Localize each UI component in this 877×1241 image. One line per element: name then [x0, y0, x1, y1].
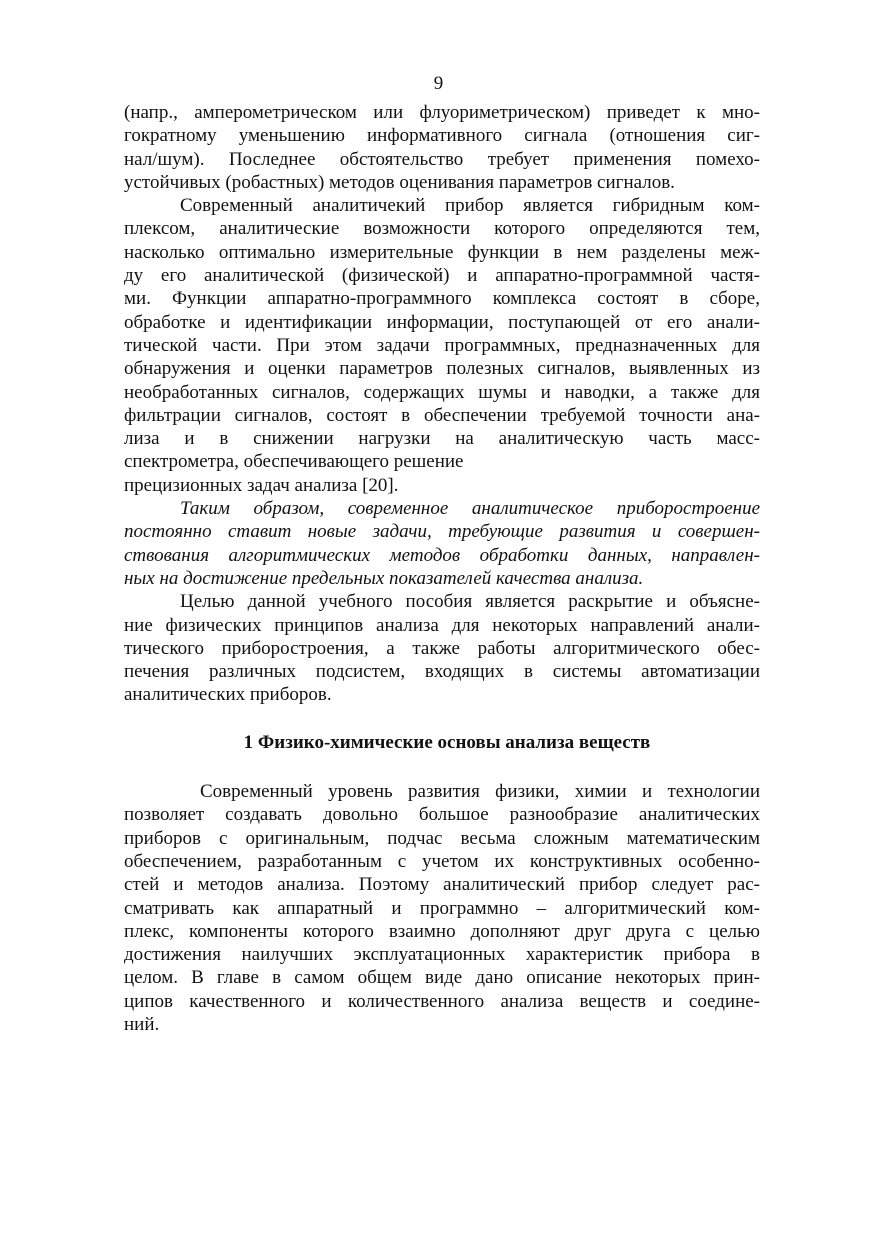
- text-line: спектрометра, обеспечивающего решение: [124, 451, 464, 473]
- paragraph-intro-continuation: [124, 101, 760, 194]
- paragraph-goal: [124, 590, 760, 706]
- text-line: Таким образом, современное аналитическое приборостроение: [180, 498, 760, 520]
- text-line: необработанных сигналов, содержащих шумы и наводки, а также для: [124, 381, 760, 403]
- text-line: достижения наилучших эксплуатационных характеристик прибора в: [124, 944, 760, 966]
- text-line: обнаружения и оценки параметров полезных сигналов, выявленных из: [124, 358, 760, 380]
- text-line: целом. В главе в самом общем виде дано описание некоторых прин-: [124, 967, 760, 989]
- paragraph-hybrid-device: [124, 194, 760, 497]
- page-number: 9: [433, 73, 444, 94]
- text-line: плекс, компоненты которого взаимно дополняют друг друга с целью: [124, 920, 760, 942]
- document-body: [124, 101, 760, 1036]
- text-line: стей и методов анализа. Поэтому аналитический прибор следует рас-: [124, 874, 760, 896]
- text-line: ми. Функции аппаратно-программного комплекса состоят в сборе,: [124, 288, 760, 310]
- section-heading: 1 Физико-химические основы анализа веществ: [243, 731, 651, 753]
- text-line: Современный аналитичекий прибор является гибридным ком-: [180, 195, 760, 217]
- text-line: (напр., амперометрическом или флуориметрическом) приведет к мно-: [124, 102, 760, 123]
- paragraph-section-intro: [124, 780, 760, 1036]
- text-line: обработке и идентификации информации, поступающей от его анали-: [124, 311, 760, 333]
- text-line: тического приборостроения, а также работы алгоритмического обес-: [124, 637, 760, 659]
- text-line: устойчивых (робастных) методов оценивания параметров сигналов.: [124, 171, 675, 193]
- text-line: приборов с оригинальным, подчас весьма сложным математическим: [124, 827, 760, 849]
- text-line: аналитических приборов.: [124, 684, 332, 706]
- text-line: ние физических принципов анализа для некоторых направлений анали-: [124, 614, 760, 636]
- text-line: тической части. При этом задачи программных, предназначенных для: [124, 334, 760, 356]
- text-line: ципов качественного и количественного анализа веществ и соедине-: [124, 990, 760, 1012]
- text-line: ных на достижение предельных показателей качества анализа.: [124, 567, 644, 589]
- text-line: ду его аналитической (физической) и аппаратно-программной частя-: [124, 265, 760, 287]
- paragraph-italic-summary: [124, 497, 760, 590]
- text-line: Современный уровень развития физики, химии и технологии: [200, 781, 760, 803]
- text-line: нал/шум). Последнее обстоятельство требует применения помехо-: [124, 148, 760, 170]
- text-line: лиза и в снижении нагрузки на аналитическую часть масс-: [124, 428, 760, 450]
- text-line: сматривать как аппаратный и программно – алгоритмический ком-: [124, 897, 760, 919]
- text-line: гократному уменьшению информативного сигнала (отношения сиг-: [124, 125, 760, 147]
- text-line: печения различных подсистем, входящих в системы автоматизации: [124, 661, 760, 683]
- text-line: позволяет создавать довольно большое разнообразие аналитических: [124, 804, 760, 826]
- text-line: обеспечением, разработанным с учетом их конструктивных особенно-: [124, 850, 760, 872]
- text-line: прецизионных задач анализа [20].: [124, 474, 399, 496]
- text-line: фильтрации сигналов, состоят в обеспечении требуемой точности ана-: [124, 404, 760, 426]
- text-line: насколько оптимально измерительные функции в нем разделены меж-: [124, 241, 760, 263]
- text-line: постоянно ставит новые задачи, требующие развития и совершен-: [124, 521, 760, 543]
- text-line: плексом, аналитические возможности которого определяются тем,: [124, 218, 760, 240]
- text-line: ний.: [124, 1013, 160, 1035]
- text-line: Целью данной учебного пособия является раскрытие и объясне-: [180, 591, 760, 613]
- text-line: ствования алгоритмических методов обработки данных, направлен-: [124, 544, 760, 566]
